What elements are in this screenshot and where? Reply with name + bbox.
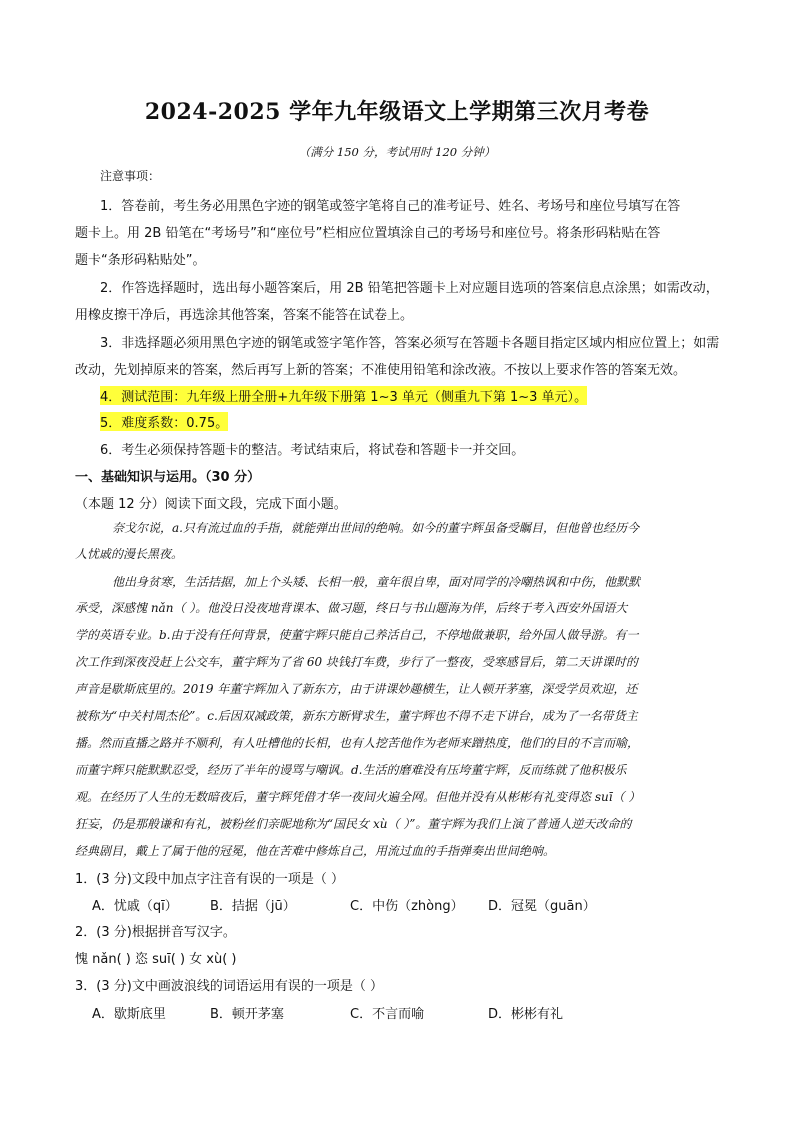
question-stem: 2．(3 分)根据拼音写汉字。	[75, 925, 236, 940]
page-title: 2024-2025 学年九年级语文上学期第三次月考卷	[144, 99, 650, 125]
notice-line: 6．考生必须保持答题卡的整洁。考试结束后，将试卷和答题卡一并交回。	[100, 443, 525, 458]
option-b[interactable]: B．拮据（jū）	[210, 899, 296, 914]
passage-line: 狂妄，仍是那般谦和有礼，被粉丝们亲昵地称为“国民女 xù（ ）”。董宇辉为我们上演了普通人逆天改命的	[75, 817, 632, 831]
option-b[interactable]: B．顿开茅塞	[210, 1007, 284, 1022]
passage-line: 经典剧目，戴上了属于他的冠冕，他在苦难中修炼自己，用流过血的手指弹奏出世间绝响。	[75, 844, 556, 858]
question-stem: 1．(3 分)文段中加点字注音有误的一项是（ ）	[75, 872, 344, 887]
notice-line-highlighted: 4．测试范围：九年级上册全册+九年级下册第 1~3 单元（侧重九下第 1~3 单元）。	[100, 386, 587, 405]
passage-line: 学的英语专业。b.由于没有任何背景，使董宇辉只能自己养活自己，不停地做兼职，给外国人做导游。有一	[75, 628, 639, 642]
passage-line: 声音是歇斯底里的。2019 年董宇辉加入了新东方，由于讲课妙趣横生，让人顿开茅塞，深受学员欢迎，还	[75, 682, 638, 696]
notice-line: 题卡“条形码粘贴处”。	[75, 253, 206, 268]
option-d[interactable]: D．彬彬有礼	[488, 1007, 564, 1022]
passage-line: 奈戈尔说，a.只有流过血的手指，就能弹出世间的绝响。如今的董宇辉虽备受瞩目，但他曾也经历今	[112, 521, 639, 535]
notice-line: 2．作答选择题时，选出每小题答案后，用 2B 铅笔把答题卡上对应题目选项的答案信息点涂黑；如需改动，	[100, 281, 719, 296]
passage-line: 被称为“中关村周杰伦”。c.后因双减政策，新东方断臂求生，董宇辉也不得不走下讲台，成为了一名带货主	[75, 709, 638, 723]
page-subtitle: （满分 150 分，考试用时 120 分钟）	[298, 145, 496, 159]
question-stem: 3．(3 分)文中画波浪线的词语运用有误的一项是（ ）	[75, 979, 383, 994]
pinyin-blanks[interactable]: 愧 nǎn( ) 恣 suī( ) 女 xù( )	[75, 952, 237, 967]
notice-line: 3．非选择题必须用黑色字迹的钢笔或签字笔作答，答案必须写在答题卡各题目指定区域内相应位置上；如需	[100, 336, 720, 351]
notice-line: 用橡皮擦干净后，再选涂其他答案，答案不能答在试卷上。	[75, 308, 414, 323]
option-d[interactable]: D．冠冕（guān）	[488, 899, 596, 914]
notice-heading: 注意事项：	[100, 169, 161, 183]
section-heading: 一、基础知识与运用。（30 分）	[75, 470, 261, 485]
option-c[interactable]: C．不言而喻	[350, 1007, 425, 1022]
notice-line: 题卡上。用 2B 铅笔在“考场号”和“座位号”栏相应位置填涂自己的考场号和座位号。将条形码粘贴在答	[75, 226, 661, 241]
passage-line: 他出身贫寒，生活拮据，加上个头矮、长相一般，童年很自卑，面对同学的冷嘲热讽和中伤，他默默	[112, 575, 641, 589]
passage-line: 而董宇辉只能默默忍受，经历了半年的谩骂与嘲讽。d.生活的磨难没有压垮董宇辉，反而练就了他积极乐	[75, 763, 627, 777]
passage-line: 次工作到深夜没赶上公交车，董宇辉为了省 60 块钱打车费，步行了一整夜，受寒感冒后，第二天讲课时的	[75, 655, 638, 669]
passage-line: 播。然而直播之路并不顺利，有人吐槽他的长相，也有人挖苦他作为老师来蹭热度，他们的目的不言而喻，	[75, 736, 640, 750]
section-intro: （本题 12 分）阅读下面文段，完成下面小题。	[75, 497, 347, 512]
passage-line: 人忧戚的漫长黑夜。	[75, 547, 184, 561]
option-c[interactable]: C．中伤（zhòng）	[350, 899, 464, 914]
question-options	[92, 1003, 563, 1022]
notice-line: 改动，先划掉原来的答案，然后再写上新的答案；不准使用铅笔和涂改液。不按以上要求作答的答案无效。	[75, 363, 687, 378]
notice-line-highlighted: 5．难度系数：0.75。	[100, 412, 228, 431]
passage-line: 承受，深感愧 nǎn（ ）。他没日没夜地背课本、做习题，终日与书山题海为伴，后终于考入西安外国语大	[75, 601, 628, 615]
option-a[interactable]: A．忧戚（qī）	[92, 899, 178, 914]
notice-line: 1．答卷前，考生务必用黑色字迹的钢笔或签字笔将自己的准考证号、姓名、考场号和座位号填写在答	[100, 199, 681, 214]
option-a[interactable]: A．歇斯底里	[92, 1007, 166, 1022]
passage-line: 观。在经历了人生的无数暗夜后，董宇辉凭借才华一夜间火遍全网。但他并没有从彬彬有礼变得恣 suī（ ）	[75, 790, 641, 804]
question-options	[92, 895, 596, 914]
